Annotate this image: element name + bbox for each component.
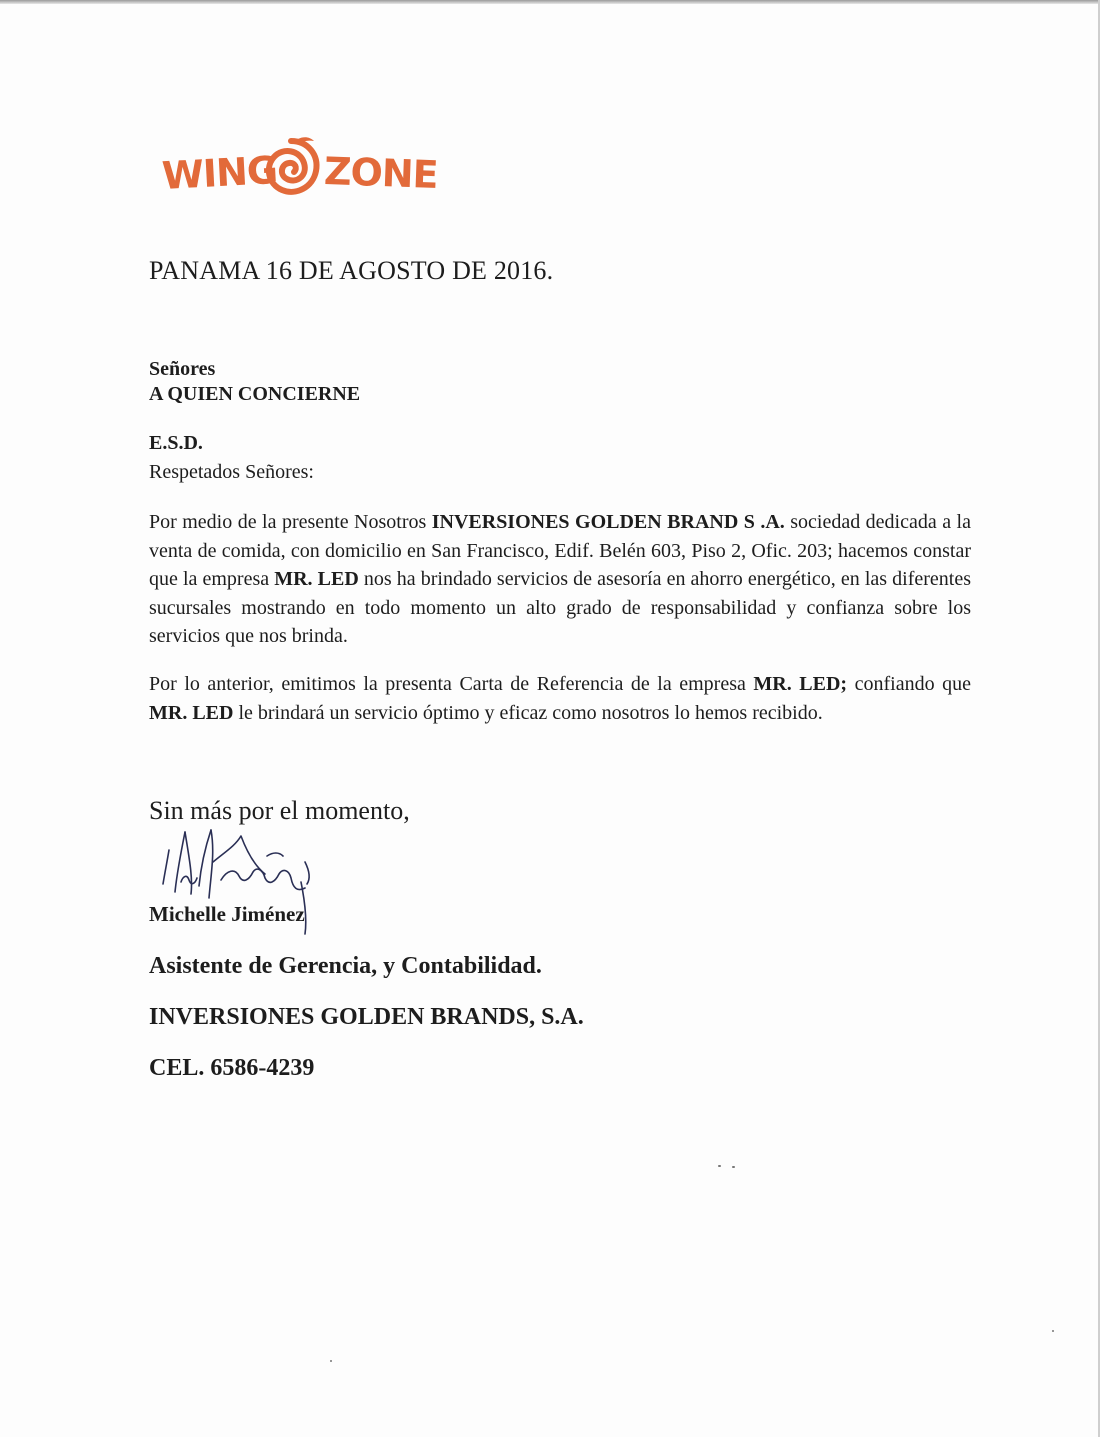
body-paragraph-1	[149, 508, 971, 651]
paragraph-2-text-2: confiando que	[847, 673, 972, 695]
salutation-line-1: Señores	[149, 358, 216, 380]
provider-name-bold-1: MR. LED;	[753, 673, 848, 695]
paragraph-2-text-1: Por lo anterior, emitimos la presenta Carta de Referencia de la empresa	[149, 673, 754, 695]
paragraph-2-text-3: le brindará un servicio óptimo y eficaz como nosotros lo hemos recibido.	[233, 701, 823, 724]
signer-phone: CEL. 6586-4239	[149, 1055, 315, 1081]
company-name-bold: INVERSIONES GOLDEN BRAND S .A.	[431, 511, 785, 533]
provider-name-bold-2: MR. LED	[149, 701, 234, 724]
signer-name: Michelle Jiménez	[149, 902, 305, 926]
logo-text-left: WING	[160, 148, 279, 198]
scan-speck	[330, 1360, 332, 1362]
letter-date: PANAMA 16 DE AGOSTO DE 2016.	[149, 256, 554, 285]
logo-text-right: ZONE	[323, 149, 439, 197]
esd-line: E.S.D.	[149, 432, 203, 454]
paragraph-1-text-1: Por medio de la presente Nosotros	[149, 511, 432, 533]
paragraph-1-text-3: nos ha brindado servicios de asesoría en ahorro energético, en las diferentes sucursales mostrando en todo momento un alto grado de responsabilidad y confianza sobre los servicios que nos brinda.	[149, 568, 971, 647]
greeting-line: Respetados Señores:	[149, 461, 314, 483]
scan-speck	[718, 1165, 721, 1167]
closing-line: Sin más por el momento,	[149, 796, 410, 825]
signer-company: INVERSIONES GOLDEN BRANDS, S.A.	[149, 1004, 584, 1030]
signer-title: Asistente de Gerencia, y Contabilidad.	[149, 953, 542, 979]
provider-name-bold: MR. LED	[274, 568, 359, 590]
salutation-line-2: A QUIEN CONCIERNE	[149, 383, 361, 405]
wing-zone-logo	[160, 135, 439, 215]
paragraph-1-text-2: sociedad dedicada a la venta de comida, con domicilio en San Francisco, Edif. Belén 603, Piso 2, Ofic. 203; hacemos constar que la empresa	[149, 511, 971, 590]
scan-speck	[1052, 1330, 1054, 1332]
spiral-flame-icon	[258, 135, 324, 201]
body-paragraph-2	[149, 670, 971, 727]
scan-edge-top	[0, 0, 1100, 4]
scan-speck	[732, 1166, 735, 1168]
